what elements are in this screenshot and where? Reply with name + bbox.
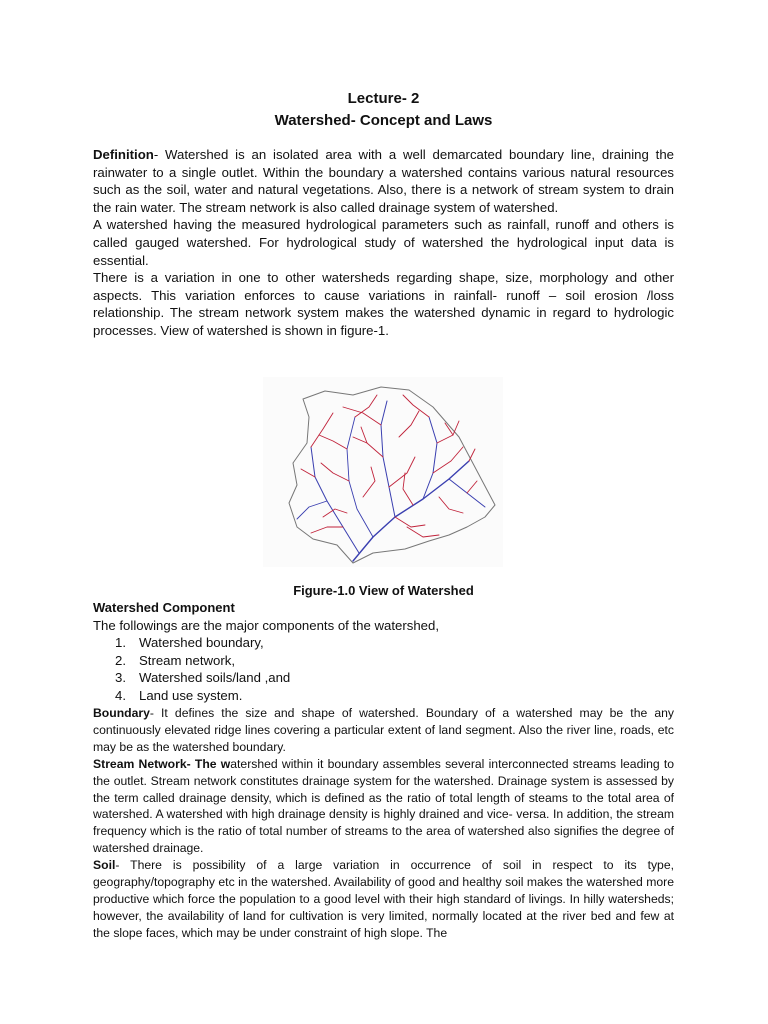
definition-paragraph [93, 146, 674, 216]
stream-paragraph: Stream Network- The watershed within it boundary assembles several interconnected streams leading to the outlet. Stream network constitutes drainage system for the watershed. Drainage system is assessed by the term called drainage density, which is defined as the ratio of total length of steams to the total area of watershed. A watershed with high drainage density is highly drained and vice- versa. In addition, the stream frequency which is the ratio of total number of streams to the area of watershed also signifies the degree of watershed drainage. [93, 756, 674, 856]
component-details [93, 705, 674, 942]
figure-caption: Figure-1.0 View of Watershed [293, 583, 474, 598]
stream-label: Stream Network- The w [93, 756, 231, 771]
boundary-paragraph: Boundary- It defines the size and shape of watershed. Boundary of a watershed may be the any continuously elevated ridge lines covering a particular extent of land segment. Also the river line, roads, etc may be as the watershed boundary. [93, 706, 674, 754]
list-item: 2. Stream network, [115, 652, 236, 668]
gauged-paragraph: A watershed having the measured hydrological parameters such as rainfall, runoff and others is called gauged watershed. For hydrological study of watershed the hydrological input data is essential. [93, 217, 674, 268]
variation-paragraph: There is a variation in one to other watersheds regarding shape, size, morphology and other aspects. This variation enforces to cause variations in rainfall- runoff – soil erosion /loss relationship. The stream network system makes the watershed dynamic in regard to hydrologic processes. View of watershed is shown in figure-1. [93, 270, 674, 338]
watershed-figure [263, 377, 503, 567]
watershed-map-image [263, 377, 503, 567]
component-list [93, 634, 290, 704]
lecture-title: Watershed- Concept and Laws [274, 112, 493, 129]
component-heading: Watershed Component [93, 600, 235, 615]
component-intro: The followings are the major components of the watershed, [93, 618, 439, 633]
soil-label: Soil [93, 858, 116, 873]
definition-text: - Watershed is an isolated area with a well demarcated boundary line, draining the rainwater to a single outlet. Within the boundary a watershed contains various natural resources such as the soil, water and natural vegetations. Also, there is a network of stream system to drain the rain water. The stream network is also called drainage system of watershed. [93, 147, 674, 215]
boundary-label: Boundary [93, 706, 150, 720]
intro-section [93, 146, 674, 340]
definition-label: Definition [93, 147, 154, 162]
list-item: 1. Watershed boundary, [115, 635, 264, 650]
list-item: 4. Land use system. [115, 687, 243, 703]
lecture-number: Lecture- 2 [347, 90, 420, 107]
soil-paragraph: Soil- There is possibility of a large variation in occurrence of soil in respect to its type, geography/topography etc in the watershed. Availability of good and healthy soil makes the watershed more productive which force the population to a good level with their high standard of livings. In hilly watersheds; however, the availability of land for cultivation is very limited, normally located at the river bed and few at the slope faces, which may be under constraint of high slope. The [93, 858, 674, 940]
list-item: 3. Watershed soils/land ,and [115, 670, 291, 686]
